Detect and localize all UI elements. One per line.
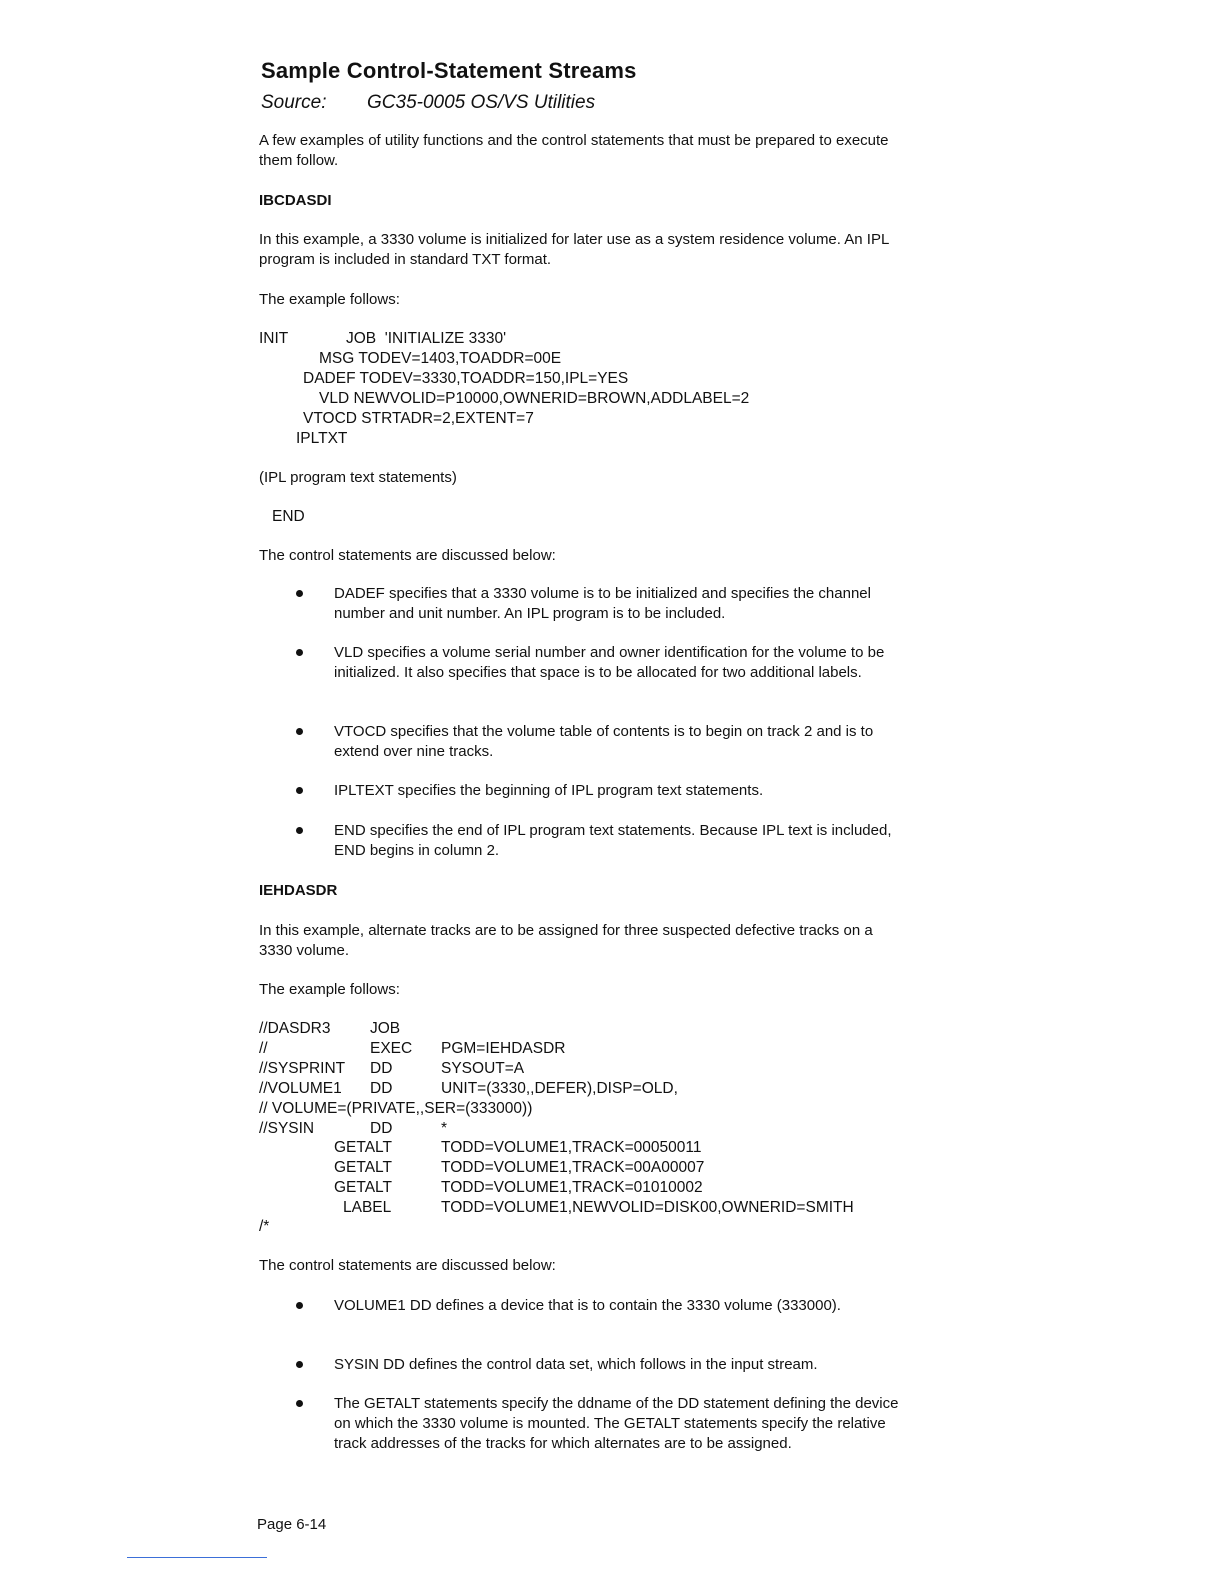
footer-divider	[127, 1557, 267, 1558]
jcl-col1: //SYSIN	[259, 1120, 315, 1137]
jcl-col2: GETALT	[334, 1139, 392, 1156]
jcl-col2: DD	[370, 1060, 393, 1077]
bullet-dot-icon	[296, 590, 303, 597]
section-heading-ibcdasdi: IBCDASDI	[259, 192, 332, 209]
bullet-dot-icon	[296, 827, 303, 834]
jcl-col1: /*	[259, 1218, 270, 1235]
bullet-dot-icon	[296, 649, 303, 656]
code-line-1-stmt: JOB 'INITIALIZE 3330'	[346, 330, 507, 347]
bullet-dot-icon	[296, 1400, 303, 1407]
source-line	[261, 92, 595, 114]
page-title: Sample Control-Statement Streams	[261, 58, 637, 83]
bullet-item	[296, 781, 910, 801]
jcl-col1: //VOLUME1	[259, 1080, 342, 1097]
code-line-1-name: INIT	[259, 330, 289, 347]
jcl-col3: TODD=VOLUME1,TRACK=00050011	[441, 1139, 702, 1156]
bullet-dot-icon	[296, 787, 303, 794]
code-line-2: MSG TODEV=1403,TOADDR=00E	[319, 350, 562, 367]
jcl-col3: SYSOUT=A	[441, 1060, 525, 1077]
bullet-dot-icon	[296, 728, 303, 735]
ipl-note: (IPL program text statements)	[259, 469, 457, 486]
bullet-item	[296, 722, 910, 762]
section1-discussed: The control statements are discussed below:	[259, 547, 556, 564]
code-line-4: VLD NEWVOLID=P10000,OWNERID=BROWN,ADDLABEL=2	[319, 390, 750, 407]
source-value: GC35-0005 OS/VS Utilities	[367, 92, 596, 113]
jcl-col2: GETALT	[334, 1159, 392, 1176]
jcl-col2: EXEC	[370, 1040, 413, 1057]
section1-paragraph: In this example, a 3330 volume is initialized for later use as a system residence volume. An IPL program is included in standard TXT format.	[259, 231, 889, 268]
bullet-text: VTOCD specifies that the volume table of contents is to begin on track 2 and is to extend over nine tracks.	[334, 723, 874, 760]
bullet-item	[296, 1355, 910, 1375]
bullet-dot-icon	[296, 1361, 303, 1368]
bullet-text: IPLTEXT specifies the beginning of IPL program text statements.	[334, 782, 764, 799]
bullet-dot-icon	[296, 1302, 303, 1309]
code-end: END	[272, 508, 305, 525]
intro-paragraph: A few examples of utility functions and the control statements that must be prepared to execute them follow.	[259, 132, 889, 169]
jcl-col3: PGM=IEHDASDR	[441, 1040, 566, 1057]
section2-paragraph: In this example, alternate tracks are to be assigned for three suspected defective tracks on a 3330 volume.	[259, 922, 873, 959]
bullet-text: SYSIN DD defines the control data set, which follows in the input stream.	[334, 1356, 818, 1373]
jcl-col2: DD	[370, 1080, 393, 1097]
jcl-col3: TODD=VOLUME1,TRACK=00A00007	[441, 1159, 705, 1176]
bullet-text: VLD specifies a volume serial number and owner identification for the volume to be initialized. It also specifies that space is to be allocated for two additional labels.	[334, 644, 885, 681]
code-line-3: DADEF TODEV=3330,TOADDR=150,IPL=YES	[303, 370, 629, 387]
page-number: Page 6-14	[257, 1516, 327, 1533]
bullet-text: DADEF specifies that a 3330 volume is to be initialized and specifies the channel number and unit number. An IPL program is to be included.	[334, 585, 871, 622]
jcl-col3: TODD=VOLUME1,TRACK=01010002	[441, 1179, 703, 1196]
jcl-col2: JOB	[370, 1020, 401, 1037]
jcl-col1: //	[259, 1040, 268, 1057]
section1-follows: The example follows:	[259, 291, 400, 308]
code-line-6: IPLTXT	[296, 430, 348, 447]
bullet-item	[296, 584, 910, 624]
code-line-5: VTOCD STRTADR=2,EXTENT=7	[303, 410, 534, 427]
section2-discussed: The control statements are discussed below:	[259, 1257, 556, 1274]
jcl-col3: *	[441, 1120, 448, 1137]
section2-follows: The example follows:	[259, 981, 400, 998]
jcl-col2: LABEL	[343, 1199, 392, 1216]
jcl-col1: // VOLUME=(PRIVATE,,SER=(333000))	[259, 1100, 533, 1117]
jcl-col3: TODD=VOLUME1,NEWVOLID=DISK00,OWNERID=SMITH	[441, 1199, 854, 1216]
jcl-col1: //SYSPRINT	[259, 1060, 346, 1077]
bullet-text: END specifies the end of IPL program text statements. Because IPL text is included, END begins in column 2.	[334, 822, 892, 859]
jcl-col2: DD	[370, 1120, 393, 1137]
bullet-item	[296, 821, 910, 861]
jcl-col2: GETALT	[334, 1179, 392, 1196]
bullet-item	[296, 1296, 910, 1336]
jcl-col1: //DASDR3	[259, 1020, 331, 1037]
bullet-text: The GETALT statements specify the ddname of the DD statement defining the device on which the 3330 volume is mounted. The GETALT statements specify the relative track addresses of the tracks for which alternates are to be assigned.	[334, 1395, 899, 1452]
bullet-item	[296, 643, 910, 703]
bullet-text: VOLUME1 DD defines a device that is to contain the 3330 volume (333000).	[334, 1297, 841, 1314]
jcl-col3: UNIT=(3330,,DEFER),DISP=OLD,	[441, 1080, 678, 1097]
bullet-item	[296, 1394, 910, 1474]
section-heading-iehdasdr: IEHDASDR	[259, 882, 338, 899]
source-label: Source:	[261, 92, 327, 113]
